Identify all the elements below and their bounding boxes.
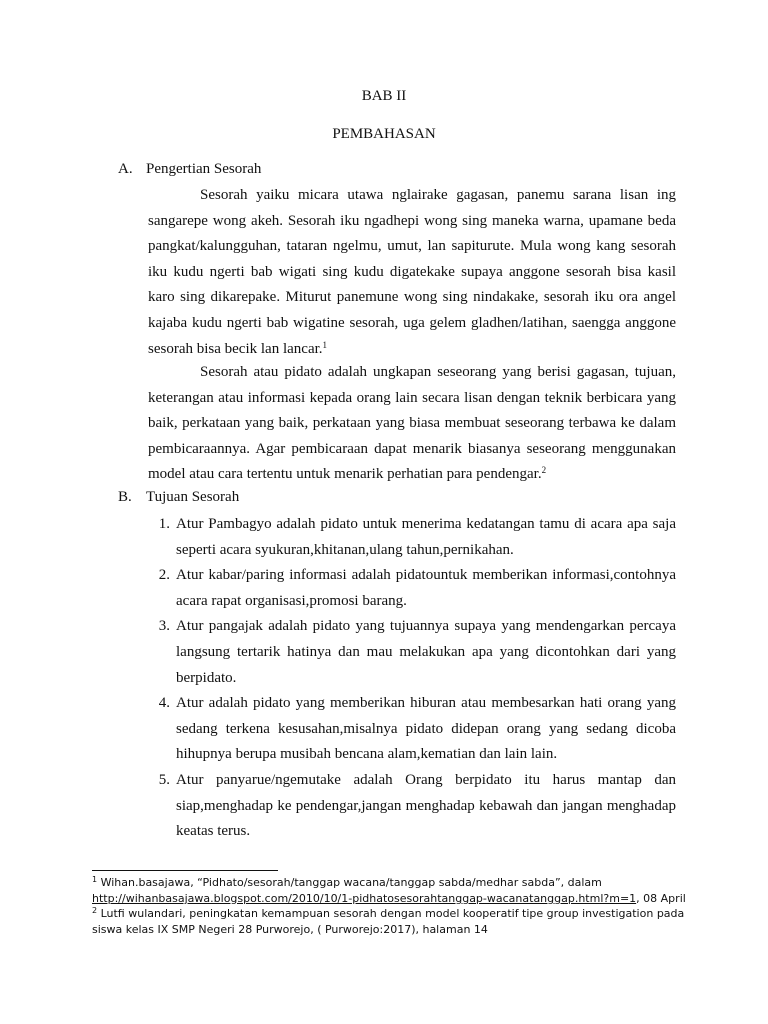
purpose-list (148, 512, 676, 845)
list-item-number: 5. (158, 771, 170, 788)
section-a-heading (118, 157, 261, 182)
section-a-label: A. (118, 161, 133, 177)
paragraph-1-text: Sesorah yaiku micara utawa nglairake gagasan, panemu sarana lisan ing sangarepe wong akeh. Sesorah iku ngadhepi wong sing maneka warna, upamane beda pangkat/kalungguhan, tataran ngelmu, umut, lan sapiturute. Mula wong kang sesorah iku kudu ngerti bab wigati sing kudu digatekake supaya anggone sesorah bisa kasil karo sing dikarepake. Miturut panemune wong sing nindakake, sesorah iku ora angel kajaba kudu ngerti bab wigatine sesorah, uga gelem gladhen/latihan, saengga anggone sesorah bisa becik lan lancar. (148, 187, 676, 357)
list-item-number: 4. (158, 695, 170, 712)
footnote-2-mark: 2 (92, 906, 98, 915)
footnote-1-mark: 1 (92, 875, 98, 884)
list-item (148, 614, 676, 691)
list-item-number: 2. (158, 567, 170, 584)
footnote-ref-1: 1 (322, 339, 328, 350)
list-item (148, 563, 676, 614)
section-a-paragraph-1 (148, 183, 676, 362)
list-item (148, 768, 676, 845)
section-b-title: Tujuan Sesorah (146, 489, 240, 505)
chapter-heading: BAB II (361, 88, 407, 104)
footnote-ref-2: 2 (541, 465, 547, 476)
footnote-separator (92, 870, 278, 871)
list-item-number: 3. (158, 618, 170, 635)
footnote-2-text: Lutfi wulandari, peningkatan kemampuan sesorah dengan model kooperatif tipe group investigation pada siswa kelas IX SMP Negeri 28 Purworejo, ( Purworejo:2017), halaman 14 (92, 907, 685, 936)
list-item-number: 1. (158, 516, 170, 532)
footnote-1-link[interactable]: http://wihanbasajawa.blogspot.com/2010/10/1-pidhatosesorahtanggap-wacanatanggap.html?m=1 (92, 892, 637, 905)
list-item-text: Atur adalah pidato yang memberikan hiburan atau membesarkan hati orang yang sedang terkena kesusahan,misalnya pidato didepan orang yang sedang dicoba hihupnya berupa musibah bencana alam,kematian dan lain lain. (176, 695, 676, 763)
section-b-label: B. (118, 489, 132, 505)
chapter-title: PEMBAHASAN (332, 126, 436, 142)
list-item-text: Atur kabar/paring informasi adalah pidatountuk memberikan informasi,contohnya acara rapat organisasi,promosi barang. (176, 567, 676, 609)
footnote-2 (92, 906, 692, 938)
footnote-1 (92, 875, 692, 907)
paragraph-2-text: Sesorah atau pidato adalah ungkapan seseorang yang berisi gagasan, tujuan, keterangan atau informasi kepada orang lain secara lisan dengan teknik berbicara yang baik, perkataan yang baik, perkataan yang biasa membuat seseorang terbawa ke dalam pembicaraannya. Agar pembicaraan dapat menarik biasanya seseorang menggunakan model atau cara tertentu untuk menarik perhatian para pendengar. (148, 364, 676, 483)
section-a-paragraph-2 (148, 360, 676, 488)
footnote-1-text: Wihan.basajawa, “Pidhato/sesorah/tanggap wacana/tanggap sabda/medhar sabda”, dalam (97, 876, 602, 889)
section-b-heading (118, 485, 239, 510)
footnote-1-after: , 08 April (636, 892, 686, 905)
list-item (148, 512, 676, 563)
section-a-title: Pengertian Sesorah (146, 161, 262, 177)
list-item-text: Atur pangajak adalah pidato yang tujuannya supaya yang mendengarkan percaya langsung tertarik hatinya dan mau melakukan apa yang dicontohkan dari yang berpidato. (176, 618, 676, 686)
list-item (148, 691, 676, 768)
list-item-text: Atur Pambagyo adalah pidato untuk menerima kedatangan tamu di acara apa saja seperti acara syukuran,khitanan,ulang tahun,pernikahan. (176, 516, 676, 558)
list-item-text: Atur panyarue/ngemutake adalah Orang berpidato itu harus mantap dan siap,menghadap ke pendengar,jangan menghadap kebawah dan jangan menghadap keatas terus. (176, 771, 676, 840)
